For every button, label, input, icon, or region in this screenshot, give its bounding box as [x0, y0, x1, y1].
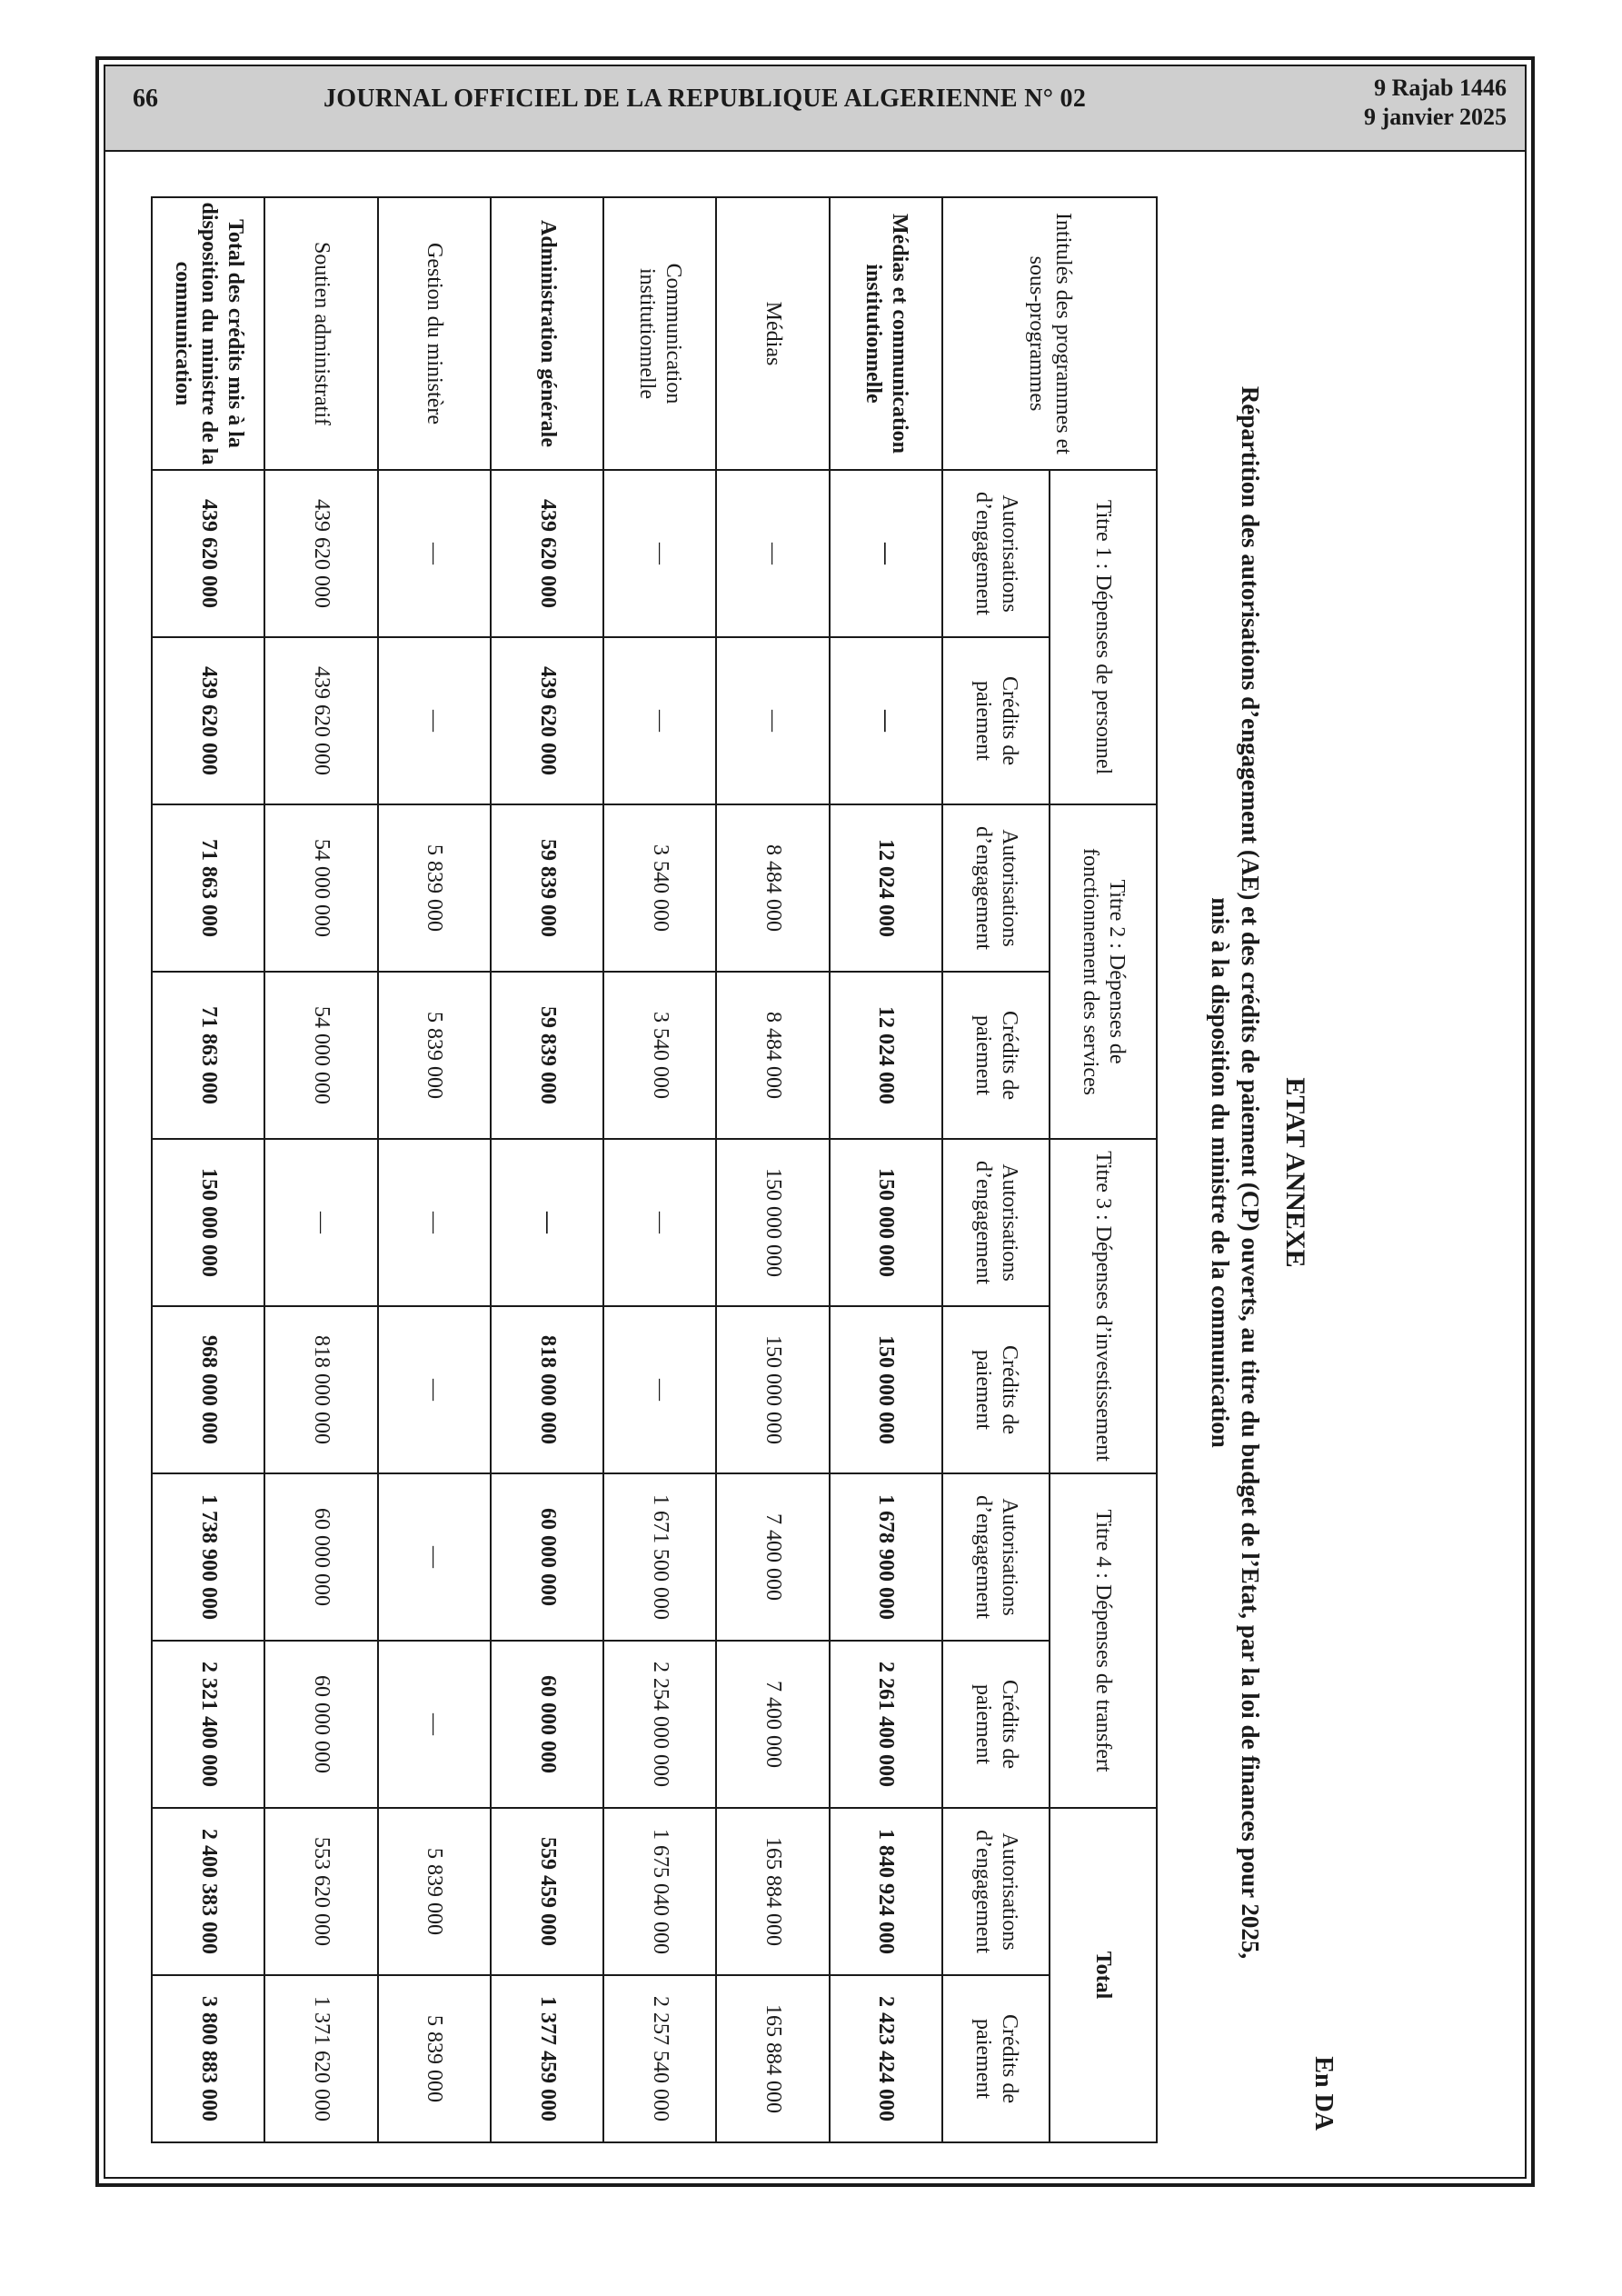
- cell-t4-ae: 1 738 900 000: [152, 1473, 264, 1641]
- row-label: Médias et communication institutionnelle: [830, 197, 942, 470]
- table-row: [491, 197, 603, 2142]
- cell-t1-ae: —: [716, 470, 829, 637]
- sub-header-cp: Crédits de paiement: [942, 1306, 1050, 1473]
- unit-label: En DA: [1309, 2056, 1338, 2131]
- cell-t3-cp: 150 000 000: [716, 1306, 829, 1473]
- page-number: 66: [133, 85, 158, 113]
- cell-t2-cp: 12 024 000: [830, 972, 942, 1139]
- cell-total-ae: 559 459 000: [491, 1808, 603, 1975]
- cell-t4-ae: 1 678 900 000: [830, 1473, 942, 1641]
- cell-t1-ae: 439 620 000: [491, 470, 603, 637]
- row-label: Total des crédits mis à la disposition du ministre de la communication: [152, 197, 264, 470]
- cell-total-cp: 2 257 540 000: [603, 1975, 716, 2142]
- group-header-total: Total: [1050, 1808, 1157, 2142]
- cell-t2-ae: 8 484 000: [716, 804, 829, 972]
- cell-t3-ae: 150 000 000: [716, 1139, 829, 1306]
- cell-total-ae: 165 884 000: [716, 1808, 829, 1975]
- rotated-annex: [147, 196, 1338, 2149]
- cell-t4-ae: 1 671 500 000: [603, 1473, 716, 1641]
- cell-t2-cp: 3 540 000: [603, 972, 716, 1139]
- sub-header-ae: Autorisations d’engagement: [942, 1473, 1050, 1641]
- cell-t4-cp: —: [378, 1641, 491, 1808]
- row-label: Médias: [716, 197, 829, 470]
- col-header-label: Intitulés des programmes et sous-programmes: [942, 197, 1157, 470]
- sub-header-cp: Crédits de paiement: [942, 1975, 1050, 2142]
- group-header-titre2: Titre 2 : Dépenses de fonctionnement des services: [1050, 804, 1157, 1139]
- cell-t3-ae: —: [264, 1139, 377, 1306]
- row-label: Gestion du ministère: [378, 197, 491, 470]
- annex-title: ETAT ANNEXE: [1280, 1077, 1310, 1268]
- cell-t1-cp: —: [830, 637, 942, 804]
- cell-total-ae: 553 620 000: [264, 1808, 377, 1975]
- cell-t4-cp: 2 254 000 000: [603, 1641, 716, 1808]
- cell-total-cp: 3 800 883 000: [152, 1975, 264, 2142]
- cell-t2-cp: 8 484 000: [716, 972, 829, 1139]
- row-label: Communication institutionnelle: [603, 197, 716, 470]
- cell-t1-ae: —: [378, 470, 491, 637]
- cell-t2-ae: 12 024 000: [830, 804, 942, 972]
- cell-t4-ae: 60 000 000: [264, 1473, 377, 1641]
- cell-t4-ae: 7 400 000: [716, 1473, 829, 1641]
- cell-t4-cp: 7 400 000: [716, 1641, 829, 1808]
- table-row: [716, 197, 829, 2142]
- sub-header-cp: Crédits de paiement: [942, 1641, 1050, 1808]
- cell-t3-ae: —: [603, 1139, 716, 1306]
- table-row: [264, 197, 377, 2142]
- cell-t2-ae: 3 540 000: [603, 804, 716, 972]
- cell-total-ae: 1 675 040 000: [603, 1808, 716, 1975]
- cell-t1-cp: 439 620 000: [152, 637, 264, 804]
- cell-t4-ae: —: [378, 1473, 491, 1641]
- sub-header-ae: Autorisations d’engagement: [942, 804, 1050, 972]
- date-hijri: 9 Rajab 1446: [1374, 75, 1507, 101]
- group-header-titre1: Titre 1 : Dépenses de personnel: [1050, 470, 1157, 804]
- issue-date: [1364, 74, 1507, 132]
- cell-t1-cp: 439 620 000: [264, 637, 377, 804]
- cell-t2-ae: 71 863 000: [152, 804, 264, 972]
- cell-t4-cp: 60 000 000: [264, 1641, 377, 1808]
- cell-t3-ae: 150 000 000: [152, 1139, 264, 1306]
- cell-t3-cp: 818 000 000: [491, 1306, 603, 1473]
- cell-t3-ae: —: [491, 1139, 603, 1306]
- cell-total-ae: 2 400 383 000: [152, 1808, 264, 1975]
- cell-t1-ae: 439 620 000: [264, 470, 377, 637]
- cell-total-cp: 2 423 424 000: [830, 1975, 942, 2142]
- journal-header: [105, 66, 1525, 152]
- cell-t1-cp: —: [378, 637, 491, 804]
- cell-t3-ae: —: [378, 1139, 491, 1306]
- cell-t4-ae: 60 000 000: [491, 1473, 603, 1641]
- cell-t1-ae: 439 620 000: [152, 470, 264, 637]
- cell-t3-cp: 968 000 000: [152, 1306, 264, 1473]
- cell-t4-cp: 2 261 400 000: [830, 1641, 942, 1808]
- cell-t2-cp: 59 839 000: [491, 972, 603, 1139]
- table-row: [830, 197, 942, 2142]
- sub-header-ae: Autorisations d’engagement: [942, 1808, 1050, 1975]
- sub-header-ae: Autorisations d’engagement: [942, 1139, 1050, 1306]
- annex-subtitle: [1205, 196, 1265, 2149]
- journal-title: JOURNAL OFFICIEL DE LA REPUBLIQUE ALGERIENNE N° 02: [323, 85, 1087, 113]
- cell-t2-cp: 54 000 000: [264, 972, 377, 1139]
- cell-t3-cp: 150 000 000: [830, 1306, 942, 1473]
- budget-table: [151, 196, 1158, 2143]
- cell-total-cp: 1 377 459 000: [491, 1975, 603, 2142]
- group-header-titre4: Titre 4 : Dépenses de transfert: [1050, 1473, 1157, 1808]
- date-gregorian: 9 janvier 2025: [1364, 104, 1507, 130]
- cell-total-cp: 5 839 000: [378, 1975, 491, 2142]
- cell-t4-cp: 2 321 400 000: [152, 1641, 264, 1808]
- table-row: [603, 197, 716, 2142]
- cell-t2-ae: 5 839 000: [378, 804, 491, 972]
- cell-t3-cp: —: [378, 1306, 491, 1473]
- cell-total-ae: 5 839 000: [378, 1808, 491, 1975]
- cell-t1-cp: —: [603, 637, 716, 804]
- cell-t2-ae: 54 000 000: [264, 804, 377, 972]
- cell-t1-cp: 439 620 000: [491, 637, 603, 804]
- cell-t2-cp: 71 863 000: [152, 972, 264, 1139]
- cell-t4-cp: 60 000 000: [491, 1641, 603, 1808]
- sub-header-cp: Crédits de paiement: [942, 637, 1050, 804]
- cell-t3-cp: —: [603, 1306, 716, 1473]
- cell-total-cp: 1 371 620 000: [264, 1975, 377, 2142]
- row-label: Soutien administratif: [264, 197, 377, 470]
- cell-t2-cp: 5 839 000: [378, 972, 491, 1139]
- table-row-total: [152, 197, 264, 2142]
- sub-header-ae: Autorisations d’engagement: [942, 470, 1050, 637]
- cell-total-cp: 165 884 000: [716, 1975, 829, 2142]
- group-header-titre3: Titre 3 : Dépenses d’investissement: [1050, 1139, 1157, 1473]
- table-row: [378, 197, 491, 2142]
- cell-t1-ae: —: [603, 470, 716, 637]
- row-label: Administration générale: [491, 197, 603, 470]
- subtitle-line-2: mis à la disposition du ministre de la communication: [1207, 897, 1234, 1448]
- cell-t3-ae: 150 000 000: [830, 1139, 942, 1306]
- cell-total-ae: 1 840 924 000: [830, 1808, 942, 1975]
- cell-t3-cp: 818 000 000: [264, 1306, 377, 1473]
- cell-t1-ae: —: [830, 470, 942, 637]
- sub-header-cp: Crédits de paiement: [942, 972, 1050, 1139]
- cell-t2-ae: 59 839 000: [491, 804, 603, 972]
- subtitle-line-1: Répartition des autorisations d’engagement (AE) et des crédits de paiement (CP) ouverts, au titre du budget de l’Etat, par la loi de finances pour 2025,: [1237, 385, 1264, 1960]
- cell-t1-cp: —: [716, 637, 829, 804]
